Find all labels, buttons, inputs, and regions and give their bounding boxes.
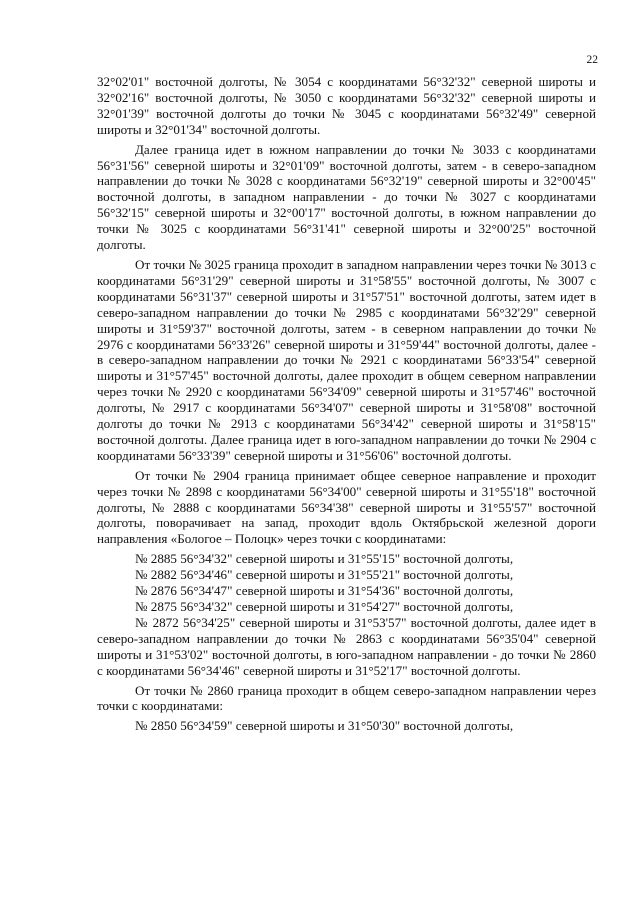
paragraph-3: От точки № 3025 граница проходит в западном направлении через точки № 3013 с координатами 56°31'29" северной широты и 31°58'55" восточной долготы, № 3007 с координатами 56°31'37" северной широты и 31°57'51" восточной долготы, затем идет в северо-западном направлении до точки № 2985 с координатами 56°32'29" северной широты и 31°59'37" восточной долготы, затем - в северном направлении до точки № 2976 с координатами 56°33'26" северной широты и 31°59'44" восточной долготы, далее - в северо-западном направлении до точки № 2921 с координатами 56°33'54" северной широты и 31°57'45" восточной долготы, далее проходит в общем северном направлении через точки № 2920 с координатами 56°34'09" северной широты и 31°57'46" восточной долготы, № 2917 с координатами 56°34'07" северной широты и 31°58'08" восточной долготы до точки № 2913 с координатами 56°34'42" северной широты и 31°58'15" восточной долготы. Далее граница идет в юго-западном направлении до точки № 2904 с координатами 56°33'39" северной широты и 31°56'06" восточной долготы.	[97, 256, 600, 463]
paragraph-5: № 2872 56°34'25" северной широты и 31°53'57" восточной долготы, далее идет в северо-западном направлении до точки № 2863 с координатами 56°35'04" северной широты и 31°53'02" восточной долготы, в юго-западном направлении - до точки № 2860 с координатами 56°34'46" северной широты и 31°52'17" восточной долготы.	[97, 614, 600, 678]
paragraph-1: 32°02'01" восточной долготы, № 3054 с координатами 56°32'32" северной широты и 32°02'16" восточной долготы, № 3050 с координатами 56°32'32" северной широты и 32°01'39" восточной долготы до точки № 3045 с координатами 56°32'49" северной широты и 32°01'34" восточной долготы.	[97, 74, 600, 137]
paragraph-6: От точки № 2860 граница проходит в общем северо-западном направлении через точки с координатами:	[97, 682, 600, 714]
list-item: № 2882 56°34'46" северной широты и 31°55'21" восточной долготы,	[135, 567, 514, 583]
page-number: 22	[586, 54, 598, 66]
paragraph-2: Далее граница идет в южном направлении до точки № 3033 с координатами 56°31'56" северной широты и 32°01'09" восточной долготы, затем - в северо-западном направлении до точки № 3028 с координатами 56°32'19" северной широты и 32°00'45" восточной долготы, в западном направлении - до точки № 3027 с координатами 56°32'15" северной широты и 32°00'17" восточной долготы, в южном направлении до точки № 3025 с координатами 56°31'41" северной широты и 32°00'25" восточной долготы.	[97, 141, 600, 253]
list-item: № 2876 56°34'47" северной широты и 31°54'36" восточной долготы,	[135, 583, 514, 599]
coordinate-list-1	[97, 551, 596, 615]
paragraph-4: От точки № 2904 граница принимает общее северное направление и проходит через точки № 2898 с координатами 56°34'00" северной широты и 31°55'18" восточной долготы, № 2888 с координатами 56°34'38" северной широты и 31°55'57" восточной долготы, поворачивает на запад, проходит вдоль Октябрьской железной дороги направления «Бологое – Полоцк» через точки с координатами:	[97, 467, 600, 547]
list-item: № 2875 56°34'32" северной широты и 31°54'27" восточной долготы,	[135, 599, 514, 614]
coordinate-list-2	[97, 718, 596, 734]
document-body	[97, 74, 600, 734]
list-item: № 2885 56°34'32" северной широты и 31°55'15" восточной долготы,	[135, 551, 514, 567]
list-item: № 2850 56°34'59" северной широты и 31°50'30" восточной долготы,	[135, 718, 514, 734]
